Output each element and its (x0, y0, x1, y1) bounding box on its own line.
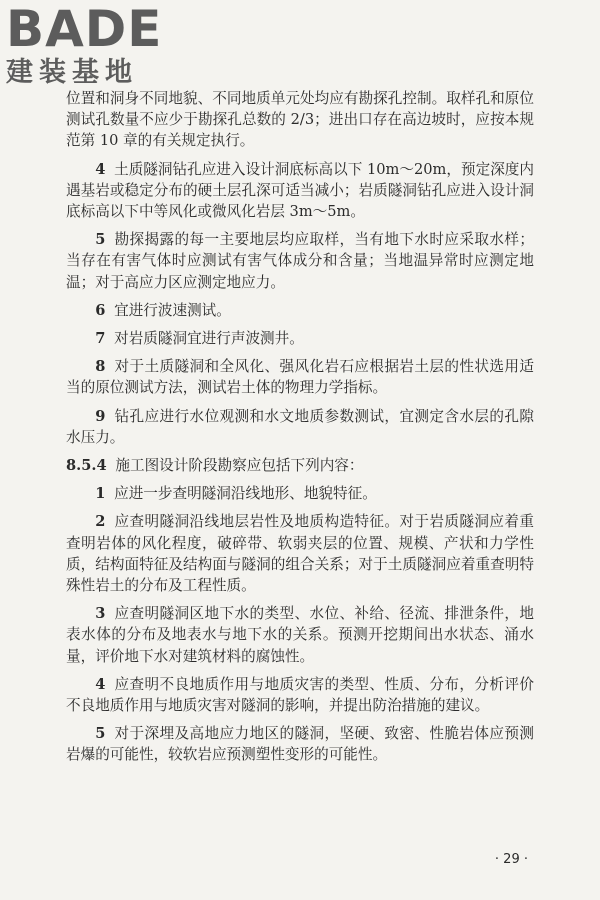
clause-item (66, 356, 534, 398)
clause-text: 应进一步查明隧洞沿线地形、地貌特征。 (114, 485, 377, 503)
clause-text: 应查明不良地质作用与地质灾害的类型、性质、分布，分析评价不良地质作用与地质灾害对隧洞的影响，并提出防治措施的建议。 (66, 675, 534, 715)
clause-number: 1 (95, 485, 106, 503)
clause-item (66, 674, 534, 716)
clause-text: 对岩质隧洞宜进行声波测井。 (114, 330, 304, 348)
clause-number: 9 (95, 407, 106, 425)
clause-item (66, 723, 534, 765)
clause-text: 对于深埋及高地应力地区的隧洞，坚硬、致密、性脆岩体应预测岩爆的可能性，较软岩应预测塑性变形的可能性。 (66, 725, 534, 764)
clause-text: 勘探揭露的每一主要地层均应取样，当有地下水时应采取水样；当存在有害气体时应测试有害气体成分和含量；当地温异常时应测定地温；对于高应力区应测定地应力。 (66, 231, 534, 291)
clause-number: 6 (95, 301, 106, 319)
clause-number: 5 (95, 725, 106, 743)
clause-item (66, 229, 534, 293)
clause-item (66, 511, 534, 596)
clause-text: 应查明隧洞区地下水的类型、水位、补给、径流、排泄条件，地表水体的分布及地表水与地下水的关系。预测开挖期间出水状态、涌水量，评价地下水对建筑材料的腐蚀性。 (66, 605, 534, 665)
page-number: · 29 · (494, 852, 528, 867)
clause-text: 应查明隧洞沿线地层岩性及地质构造特征。对于岩质隧洞应着重查明岩体的风化程度，破碎带、软弱夹层的位置、规模、产状和力学性质，结构面特征及结构面与隧洞的组合关系；对于土质隧洞应着重查明特殊性岩土的分布及工程性质。 (66, 513, 534, 595)
clause-text: 土质隧洞钻孔应进入设计洞底标高以下 10m～20m，预定深度内遇基岩或稳定分布的硬土层孔深可适当减小；岩质隧洞钻孔应进入设计洞底标高以下中等风化或微风化岩层 3m～5m。 (66, 160, 534, 221)
paragraph-text: 位置和洞身不同地貌、不同地质单元处均应有勘探孔控制。取样孔和原位测试孔数量不应少于勘探孔总数的 2/3；进出口存在高边坡时，应按本规范第 10 章的有关规定执行。 (66, 90, 534, 150)
section-text: 施工图设计阶段勘察应包括下列内容： (115, 457, 364, 475)
clause-item (66, 328, 534, 349)
clause-number: 2 (95, 513, 106, 531)
paragraph-continued (66, 88, 534, 152)
section-heading (66, 455, 534, 476)
clause-number: 4 (95, 675, 106, 693)
document-body (66, 88, 534, 773)
clause-item (66, 406, 534, 448)
clause-number: 3 (95, 605, 106, 623)
clause-item (66, 159, 534, 223)
section-number: 8.5.4 (66, 457, 107, 475)
clause-text: 宜进行波速测试。 (114, 301, 231, 319)
clause-number: 5 (95, 231, 106, 249)
clause-number: 7 (95, 330, 106, 348)
logo-subtitle: 建装基地 (6, 57, 138, 88)
clause-number: 8 (95, 358, 106, 376)
clause-item (66, 603, 534, 667)
brand-logo (6, 0, 176, 96)
clause-text: 对于土质隧洞和全风化、强风化岩石应根据岩土层的性状选用适当的原位测试方法，测试岩土体的物理力学指标。 (66, 358, 534, 397)
clause-number: 4 (95, 160, 106, 178)
clause-item (66, 300, 534, 321)
clause-item (66, 483, 534, 504)
logo-wordmark: BADE (6, 0, 163, 58)
clause-text: 钻孔应进行水位观测和水文地质参数测试，宜测定含水层的孔隙水压力。 (66, 407, 534, 446)
